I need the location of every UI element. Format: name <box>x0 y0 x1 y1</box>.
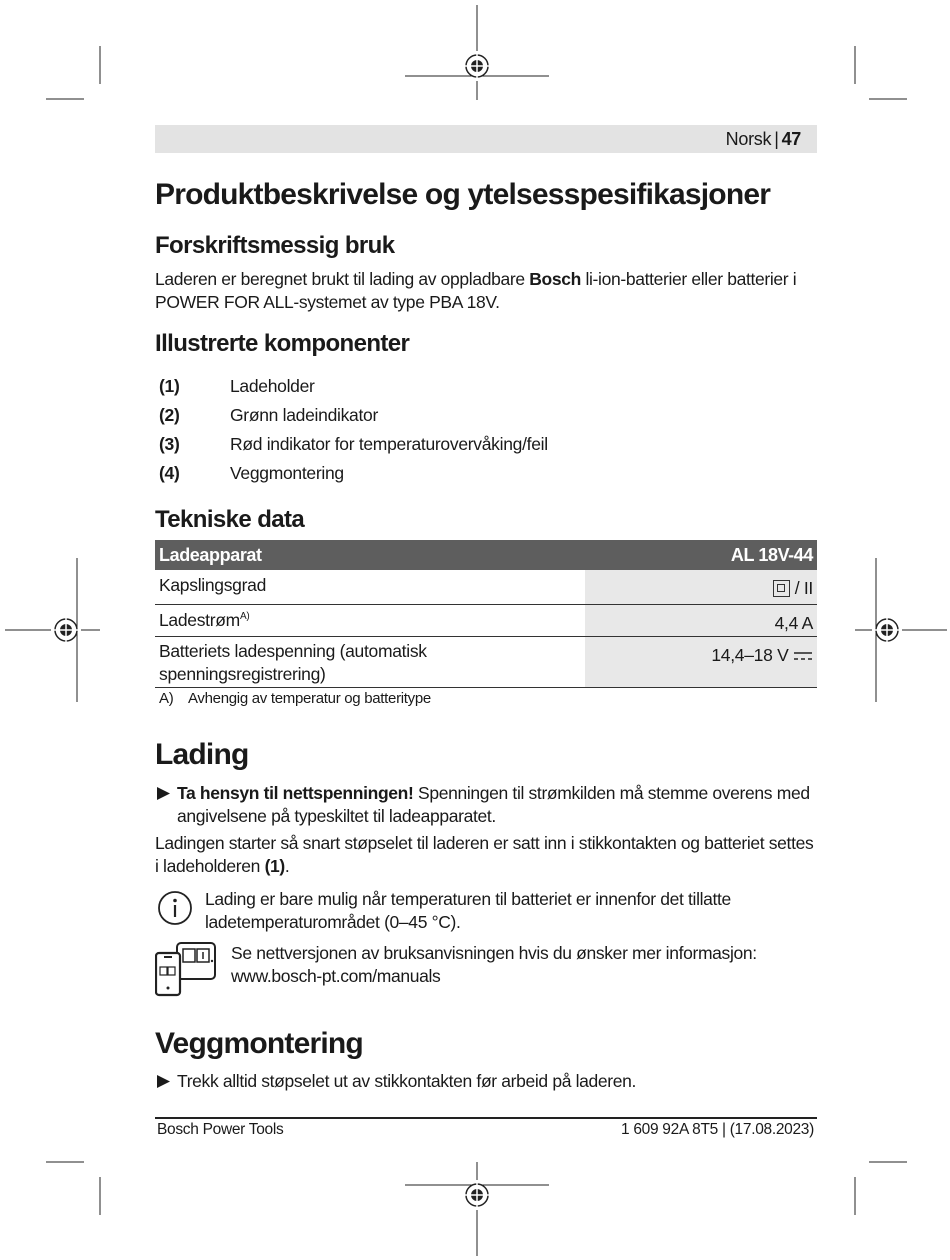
warning-bullet <box>155 782 817 828</box>
online-manual-text: Se nettversjonen av bruksanvisningen hvis du ønsker mer informasjon: <box>231 943 757 963</box>
wall-mount-text: Trekk alltid støpselet ut av stikkontakten før arbeid på laderen. <box>177 1071 637 1091</box>
component-label: Rød indikator for temperaturovervåking/feil <box>230 434 548 454</box>
paragraph-end: . <box>284 856 290 876</box>
component-label: Grønn ladeindikator <box>230 405 378 425</box>
table-footnote <box>159 690 431 707</box>
brand-name: Bosch <box>529 269 581 289</box>
info-icon <box>157 890 193 926</box>
row-value-text: / II <box>794 578 813 598</box>
component-number: (3) <box>159 434 180 454</box>
row-value: 4,4 A <box>585 605 817 636</box>
header-text <box>726 129 801 150</box>
footnote-text: Avhengig av temperatur og batteritype <box>188 690 431 707</box>
components-heading: Illustrerte komponenter <box>155 330 410 357</box>
footer-publisher: Bosch Power Tools <box>157 1121 284 1138</box>
row-label: Batteriets ladespenning (automatisk spenningsregistrering) <box>159 641 427 684</box>
component-number: (1) <box>159 376 180 396</box>
footnote-key: A) <box>159 690 174 707</box>
technical-data-heading: Tekniske data <box>155 506 305 533</box>
warning-text <box>177 782 817 828</box>
protection-class-icon <box>773 580 790 597</box>
row-label: Kapslingsgrad <box>159 575 267 595</box>
table-row <box>155 570 817 605</box>
intended-use-text-end: li-ion-batterier eller batterier i POWER FOR ALL-systemet av type PBA 18V. <box>155 269 797 312</box>
footer-document-id: 1 609 92A 8T5 | (17.08.2023) <box>621 1121 814 1138</box>
model-name: AL 18V-44 <box>730 545 813 565</box>
intended-use-text-start: Laderen er beregnet brukt til lading av oppladbare <box>155 269 530 289</box>
online-manual-note <box>231 942 817 988</box>
bullet-triangle-icon <box>157 787 170 800</box>
row-value <box>585 637 817 687</box>
wall-mount-bullet <box>155 1070 817 1093</box>
warning-bold: Ta hensyn til nettspenningen! <box>177 783 414 803</box>
component-item <box>159 463 344 484</box>
header-separator: | <box>774 129 779 149</box>
row-label-text: Ladestrøm <box>159 610 240 630</box>
main-title: Produktbeskrivelse og ytelsesspesifikasjoner <box>155 178 771 211</box>
page-header <box>155 125 817 153</box>
component-number: (4) <box>159 463 180 483</box>
component-item <box>159 376 315 397</box>
row-label <box>155 605 581 636</box>
table-row <box>155 605 817 637</box>
table-header-label: Ladeapparat <box>159 545 262 565</box>
charging-paragraph-text: Ladingen starter så snart støpselet til laderen er satt inn i stikkontakten og batteriet settes i ladeholderen <box>155 833 814 876</box>
charging-heading: Lading <box>155 738 249 771</box>
row-value <box>585 570 817 604</box>
manual-url: www.bosch-pt.com/manuals <box>231 966 441 986</box>
component-label: Ladeholder <box>230 376 315 396</box>
header-language: Norsk <box>725 129 772 149</box>
component-number: (2) <box>159 405 180 425</box>
table-row <box>155 637 817 688</box>
component-reference: (1) <box>264 856 285 876</box>
online-manual-icon <box>155 940 217 998</box>
warning-body: Spenningen til strømkilden må stemme overens med angivelsene på typeskiltet til ladeapparatet. <box>177 783 810 826</box>
direct-current-icon <box>793 650 813 662</box>
technical-data-table <box>155 540 817 688</box>
info-note: Lading er bare mulig når temperaturen til batteriet er innenfor det tillatte ladetemperaturområdet (0–45 °C). <box>205 889 731 932</box>
page-number: 47 <box>781 129 801 149</box>
row-value-text: 14,4–18 V <box>711 645 789 665</box>
component-item <box>159 405 378 426</box>
table-header <box>155 540 817 570</box>
wall-mount-heading: Veggmontering <box>155 1027 363 1060</box>
component-label: Veggmontering <box>230 463 344 483</box>
component-item <box>159 434 548 455</box>
bullet-triangle-icon <box>157 1075 170 1088</box>
intended-use-heading: Forskriftsmessig bruk <box>155 232 395 259</box>
footnote-ref: A) <box>239 611 250 623</box>
charging-paragraph <box>155 832 817 878</box>
footer-rule <box>155 1117 817 1119</box>
intended-use-text <box>155 268 817 314</box>
